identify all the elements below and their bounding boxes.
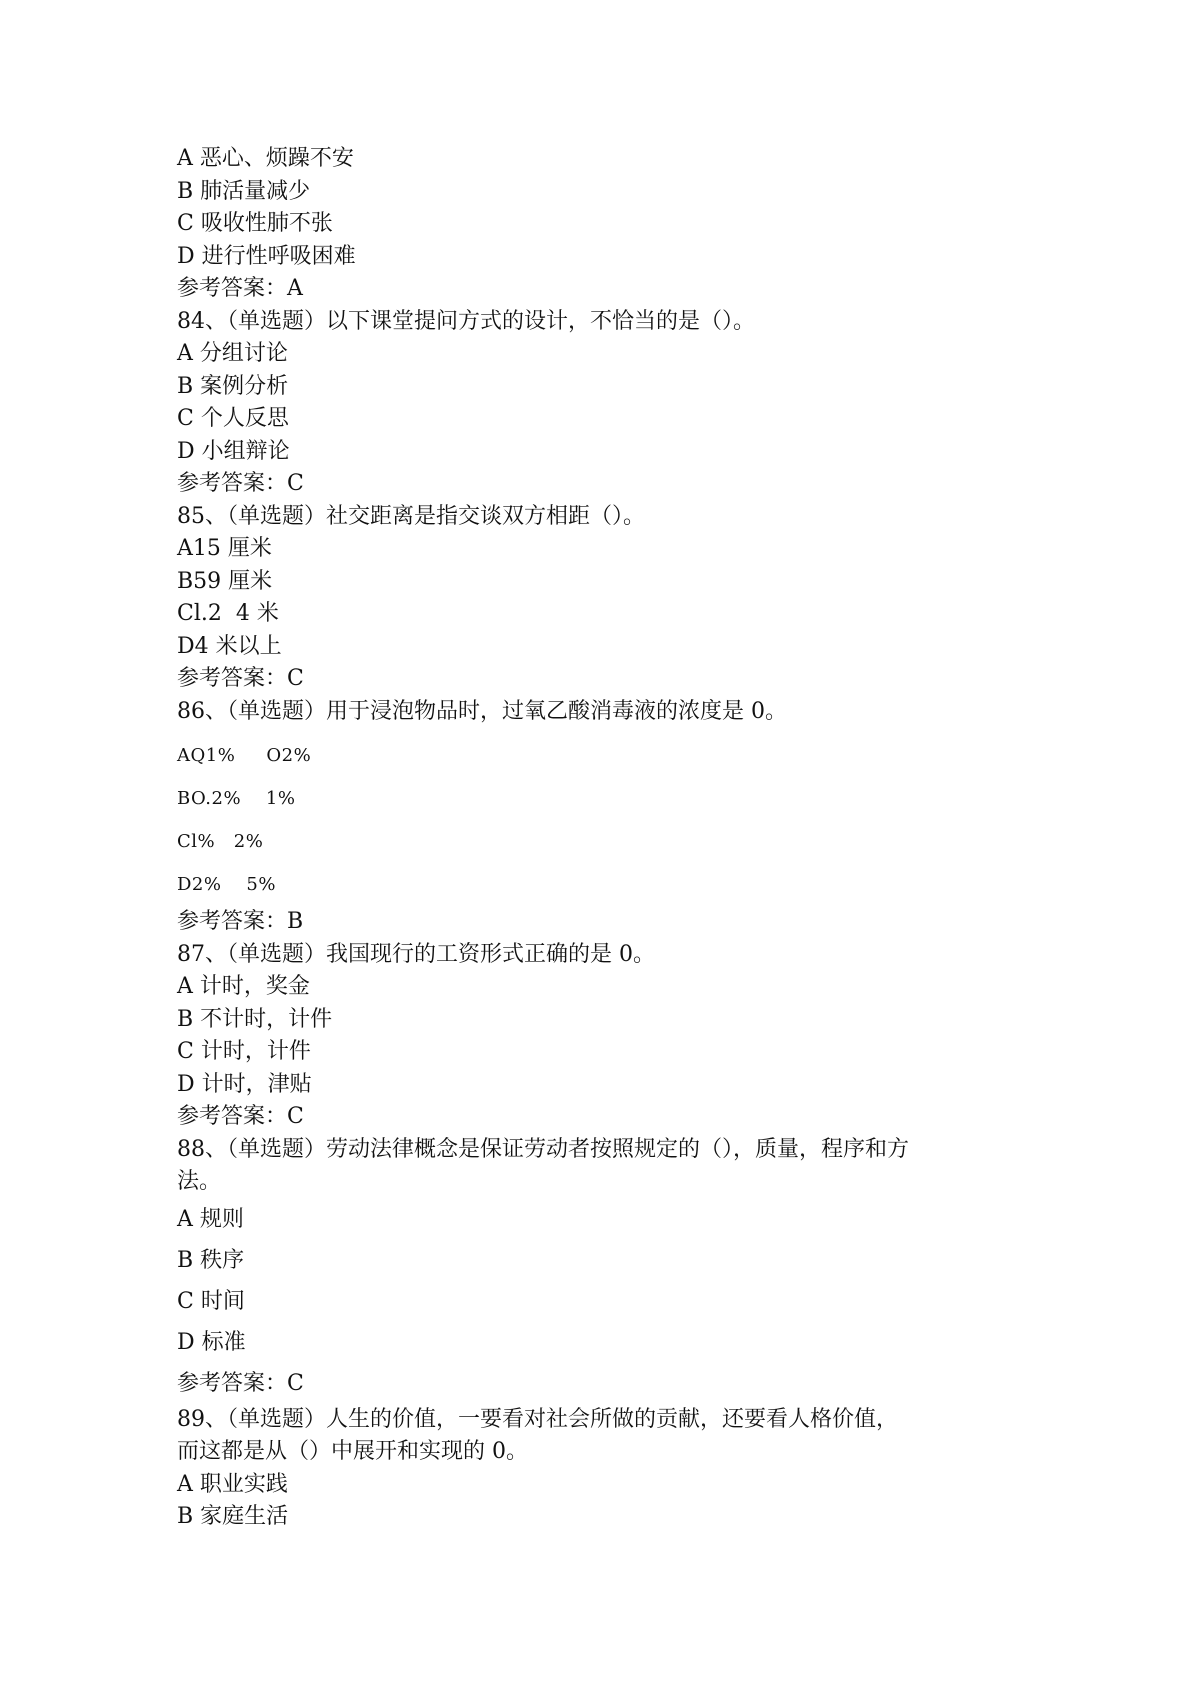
question-block-89: [177, 1404, 1017, 1534]
option-a: AQ1% O2%: [177, 745, 312, 766]
option-d: D 进行性呼吸困难: [177, 243, 356, 269]
question-block-88: [177, 1134, 1017, 1404]
option-c: Cl.2 4 米: [177, 601, 279, 626]
option-c: C 计时，计件: [177, 1039, 311, 1064]
question-block-85: [177, 501, 1017, 696]
option-b: B 不计时，计件: [177, 1006, 333, 1032]
question-stem: 84、（单选题）以下课堂提问方式的设计，不恰当的是（）。: [177, 308, 755, 334]
question-stem: 85、（单选题）社交距离是指交谈双方相距（）。: [177, 503, 645, 529]
option-b: B59 厘米: [177, 568, 273, 594]
option-c: C 时间: [177, 1288, 245, 1314]
option-b: B 家庭生活: [177, 1504, 289, 1529]
option-c: C 个人反思: [177, 406, 289, 431]
exam-page: [177, 143, 1017, 1534]
question-block-84: [177, 306, 1017, 501]
option-a: A 计时，奖金: [177, 974, 310, 999]
question-block-87: [177, 939, 1017, 1134]
question-stem: 87、（单选题）我国现行的工资形式正确的是 0。: [177, 941, 655, 967]
reference-answer: 参考答案：C: [177, 666, 304, 691]
reference-answer: 参考答案：C: [177, 1104, 304, 1129]
option-d: D 计时，津贴: [177, 1071, 312, 1097]
option-b: B 肺活量减少: [177, 178, 311, 204]
reference-answer: 参考答案：C: [177, 471, 304, 496]
option-d: D 标准: [177, 1329, 246, 1355]
option-a: A 恶心、烦躁不安: [177, 146, 354, 171]
reference-answer: 参考答案：B: [177, 909, 304, 934]
option-c: C 吸收性肺不张: [177, 211, 333, 236]
reference-answer: 参考答案：A: [177, 276, 303, 301]
option-a: A15 厘米: [177, 536, 272, 561]
option-d: D4 米以上: [177, 633, 282, 659]
option-a: A 分组讨论: [177, 341, 288, 366]
option-b: BO.2% 1%: [177, 788, 296, 809]
option-a: A 规则: [177, 1206, 244, 1232]
question-stem-line2: 法。: [177, 1169, 222, 1194]
question-stem-line1: 88、（单选题）劳动法律概念是保证劳动者按照规定的（），质量，程序和方: [177, 1136, 909, 1162]
question-stem-line2: 而这都是从（）中展开和实现的 0。: [177, 1439, 528, 1464]
reference-answer: 参考答案：C: [177, 1370, 304, 1396]
question-stem-line1: 89、（单选题）人生的价值，一要看对社会所做的贡献，还要看人格价值，: [177, 1406, 898, 1432]
option-c: Cl% 2%: [177, 831, 264, 852]
question-block-86: [177, 696, 1017, 939]
question-block-83: [177, 143, 1017, 306]
question-stem: 86、（单选题）用于浸泡物品时，过氧乙酸消毒液的浓度是 0。: [177, 698, 787, 724]
option-a: A 职业实践: [177, 1471, 288, 1497]
option-b: B 案例分析: [177, 373, 289, 399]
option-d: D2% 5%: [177, 874, 276, 895]
option-d: D 小组辩论: [177, 438, 290, 464]
option-b: B 秩序: [177, 1247, 245, 1273]
